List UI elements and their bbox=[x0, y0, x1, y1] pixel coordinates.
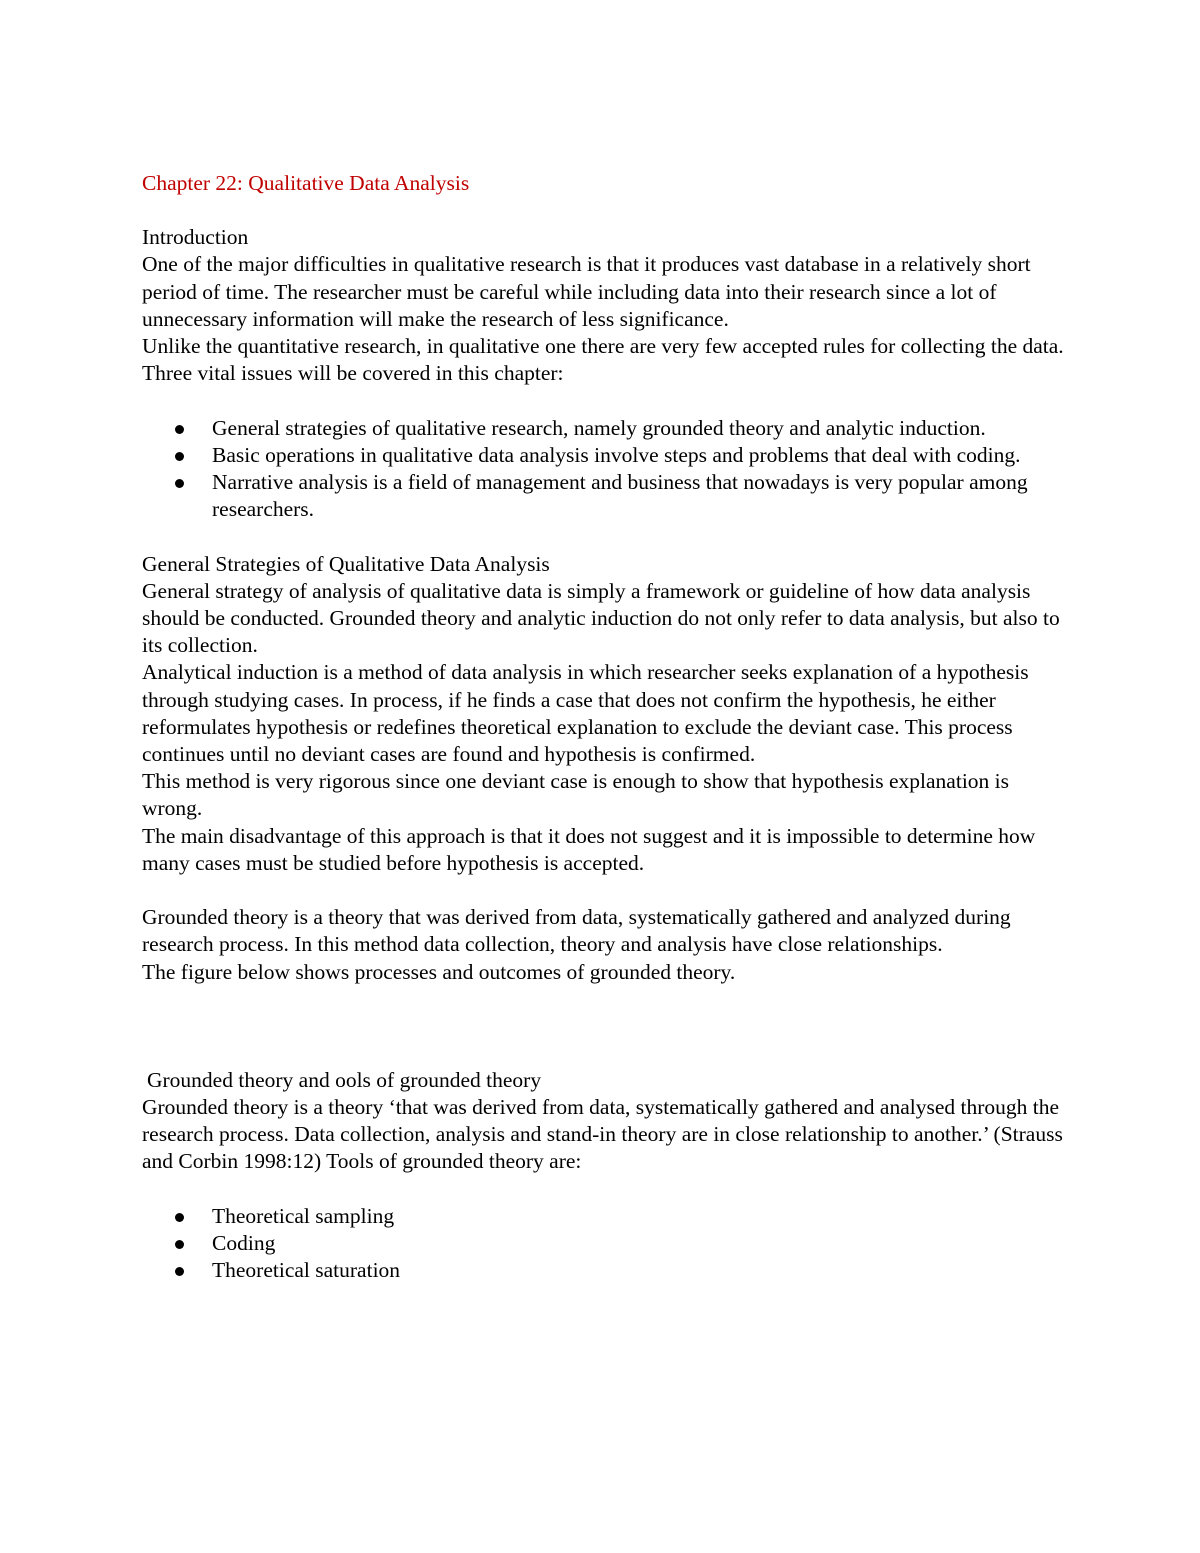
intro-paragraph-2: Unlike the quantitative research, in qualitative one there are very few accepted rules for collecting the data. bbox=[142, 334, 1064, 359]
spacer bbox=[142, 523, 1067, 550]
bullet-icon bbox=[175, 1267, 184, 1276]
strategies-heading: General Strategies of Qualitative Data Analysis bbox=[142, 551, 550, 576]
bullet-icon bbox=[175, 425, 184, 434]
list-item-text: Basic operations in qualitative data analysis involve steps and problems that deal with coding. bbox=[212, 442, 1021, 467]
strategies-paragraph-5: Grounded theory is a theory that was derived from data, systematically gathered and analyzed during research process. In this method data collection, theory and analysis have close relationships. bbox=[142, 905, 1011, 957]
tools-list bbox=[142, 1203, 1067, 1285]
grounded-paragraph-1: Grounded theory is a theory ‘that was derived from data, systematically gathered and analysed through the research process. Data collection, analysis and stand-in theory are in close relationship to another.’ (Strauss and Corbin 1998:12) Tools of grounded theory are: bbox=[142, 1095, 1063, 1174]
strategies-paragraph-6: The figure below shows processes and outcomes of grounded theory. bbox=[142, 959, 736, 984]
strategies-paragraph-4: The main disadvantage of this approach is that it does not suggest and it is impossible to determine how many cases must be studied before hypothesis is accepted. bbox=[142, 823, 1036, 875]
bullet-icon bbox=[175, 479, 184, 488]
list-item bbox=[142, 415, 1067, 442]
issues-list bbox=[142, 415, 1067, 524]
intro-paragraph-1: One of the major difficulties in qualitative research is that it produces vast database in a relatively short period of time. The researcher must be careful while including data into their research since a lot of unnecessary information will make the research of less significance. bbox=[142, 252, 1031, 331]
spacer bbox=[142, 986, 1067, 1067]
list-item bbox=[142, 1203, 1067, 1230]
bullet-icon bbox=[175, 1213, 184, 1222]
strategies-paragraph-2: Analytical induction is a method of data analysis in which researcher seeks explanation of a hypothesis through studying cases. In process, if he finds a case that does not confirm the hypothesis, he either reformulates hypothesis or redefines theoretical explanation to exclude the deviant case. This process continues until no deviant cases are found and hypothesis is confirmed. bbox=[142, 660, 1029, 767]
list-item bbox=[142, 469, 1067, 523]
list-item-text: Narrative analysis is a field of management and business that nowadays is very popular among researchers. bbox=[212, 470, 1028, 522]
list-item-text: Theoretical saturation bbox=[212, 1258, 401, 1283]
list-item bbox=[142, 442, 1067, 469]
strategies-paragraph-3: This method is very rigorous since one deviant case is enough to show that hypothesis explanation is wrong. bbox=[142, 769, 1010, 821]
spacer bbox=[142, 1176, 1067, 1203]
list-item-text: General strategies of qualitative research, namely grounded theory and analytic induction. bbox=[212, 415, 986, 440]
bullet-icon bbox=[175, 452, 184, 461]
intro-paragraph-3: Three vital issues will be covered in this chapter: bbox=[142, 361, 564, 386]
bullet-icon bbox=[175, 1240, 184, 1249]
document-body bbox=[142, 170, 1067, 1284]
list-item bbox=[142, 1257, 1067, 1284]
list-item-text: Theoretical sampling bbox=[212, 1203, 395, 1228]
spacer bbox=[142, 877, 1067, 904]
spacer bbox=[142, 387, 1067, 414]
list-item-text: Coding bbox=[212, 1231, 276, 1256]
list-item bbox=[142, 1230, 1067, 1257]
intro-heading: Introduction bbox=[142, 225, 249, 250]
strategies-paragraph-1: General strategy of analysis of qualitative data is simply a framework or guideline of how data analysis should be conducted. Grounded theory and analytic induction do not only refer to data analysis, but also to its collection. bbox=[142, 578, 1060, 658]
grounded-heading: Grounded theory and ools of grounded theory bbox=[147, 1067, 542, 1092]
chapter-title: Chapter 22: Qualitative Data Analysis bbox=[142, 171, 470, 195]
